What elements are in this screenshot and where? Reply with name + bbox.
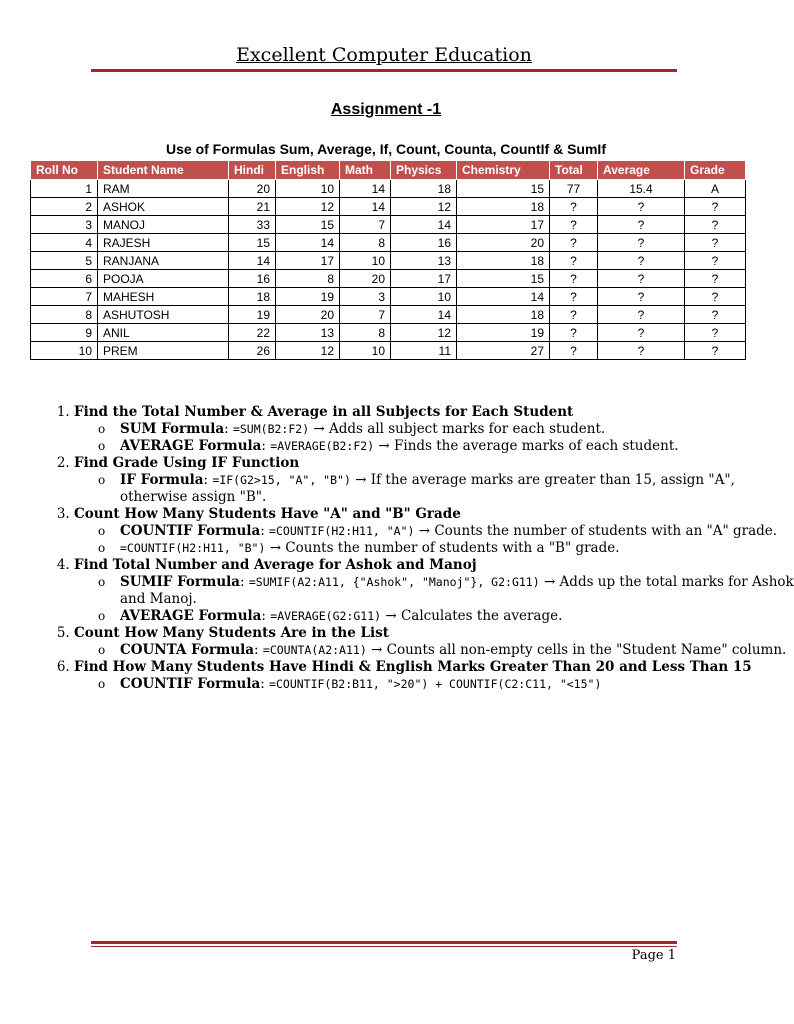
formula-separator: : (254, 642, 263, 658)
table-cell: 20 (340, 270, 391, 288)
table-cell: 22 (229, 324, 276, 342)
table-cell: 20 (229, 180, 276, 198)
table-cell: 1 (31, 180, 98, 198)
table-row (31, 324, 746, 342)
formula-description: → If the average marks are greater than 15, assign "A", otherwise assign "B". (120, 472, 735, 505)
table-cell: 8 (276, 270, 340, 288)
formula-list (74, 574, 794, 625)
table-cell: MAHESH (98, 288, 229, 306)
table-cell: 17 (457, 216, 550, 234)
table-cell: ? (550, 306, 598, 324)
table-cell: 14 (391, 216, 457, 234)
formula-list (74, 676, 794, 693)
table-cell: 20 (457, 234, 550, 252)
table-cell: ? (685, 270, 746, 288)
formula-label: COUNTA Formula (120, 642, 255, 658)
table-cell: 15 (229, 234, 276, 252)
table-cell: 4 (31, 234, 98, 252)
formula-code: =COUNTIF(H2:H11, "B") (120, 541, 266, 555)
formula-code: =COUNTA(A2:A11) (262, 643, 367, 657)
formula-code: =AVERAGE(G2:G11) (270, 609, 382, 623)
formula-label: COUNTIF Formula (120, 523, 261, 539)
table-cell: ASHOK (98, 198, 229, 216)
column-header: Hindi (229, 161, 276, 180)
formula-label: AVERAGE Formula (120, 438, 262, 454)
task-item (74, 455, 794, 506)
column-header: Total (550, 161, 598, 180)
footer-rule (91, 941, 677, 944)
formula-item (88, 574, 794, 608)
table-cell: ? (685, 198, 746, 216)
formula-list (74, 523, 794, 557)
formula-label: SUMIF Formula (120, 574, 241, 590)
table-cell: ? (598, 252, 685, 270)
table-cell: 12 (276, 198, 340, 216)
formula-separator: : (261, 608, 271, 624)
task-title: Find the Total Number & Average in all Subjects for Each Student (74, 404, 574, 420)
column-header: Physics (391, 161, 457, 180)
table-cell: ? (598, 342, 685, 360)
table-caption: Use of Formulas Sum, Average, If, Count, Counta, CountIf & SumIf (166, 141, 606, 157)
formula-separator: : (203, 472, 213, 488)
table-cell: 19 (229, 306, 276, 324)
formula-code: =COUNTIF(H2:H11, "A") (269, 524, 415, 538)
formula-separator: : (261, 438, 271, 454)
task-item (74, 659, 794, 693)
formula-separator: : (224, 421, 233, 437)
page-number: Page 1 (631, 948, 676, 963)
formula-item (88, 438, 794, 455)
task-title: Count How Many Students Are in the List (74, 625, 389, 641)
formula-description: → Counts the number of students with a "B" grade. (265, 540, 620, 556)
table-cell: 14 (340, 198, 391, 216)
formula-description: → Adds up the total marks for Ashok and Manoj. (120, 574, 794, 607)
table-cell: ? (598, 324, 685, 342)
table-cell: ? (598, 234, 685, 252)
table-cell: ? (550, 216, 598, 234)
table-cell: 19 (276, 288, 340, 306)
formula-code: =SUMIF(A2:A11, {"Ashok", "Manoj"}, G2:G11) (248, 575, 540, 589)
table-cell: ? (550, 252, 598, 270)
table-cell: 18 (457, 252, 550, 270)
table-cell: 5 (31, 252, 98, 270)
table-cell: 9 (31, 324, 98, 342)
table-row (31, 342, 746, 360)
table-cell: 8 (340, 324, 391, 342)
formula-label: SUM Formula (120, 421, 225, 437)
table-cell: ASHUTOSH (98, 306, 229, 324)
table-cell: POOJA (98, 270, 229, 288)
document-header-title: Excellent Computer Education (236, 44, 532, 66)
table-cell: 15 (276, 216, 340, 234)
table-cell: ? (598, 216, 685, 234)
formula-item (88, 676, 794, 693)
table-header-row (31, 161, 746, 180)
table-cell: 10 (391, 288, 457, 306)
table-cell: ? (598, 288, 685, 306)
table-cell: 26 (229, 342, 276, 360)
table-cell: 3 (340, 288, 391, 306)
formula-code: =IF(G2>15, "A", "B") (212, 473, 351, 487)
table-cell: RAJESH (98, 234, 229, 252)
footer-rule-thin (91, 946, 677, 947)
task-title: Find Total Number and Average for Ashok and Manoj (74, 557, 477, 573)
column-header: Roll No (31, 161, 98, 180)
formula-code: =AVERAGE(B2:F2) (270, 439, 375, 453)
formula-item (88, 523, 794, 540)
task-title: Find Grade Using IF Function (74, 455, 300, 471)
formula-item (88, 472, 794, 506)
formula-separator: : (260, 676, 270, 692)
formula-description: → Counts all non-empty cells in the "Student Name" column. (366, 642, 787, 658)
table-row (31, 234, 746, 252)
table-cell: 18 (457, 198, 550, 216)
formula-code: =SUM(B2:F2) (232, 422, 310, 436)
table-cell: 17 (276, 252, 340, 270)
formula-label: AVERAGE Formula (120, 608, 262, 624)
table-cell: 14 (457, 288, 550, 306)
table-cell: 8 (340, 234, 391, 252)
table-cell: ? (550, 324, 598, 342)
column-header: Chemistry (457, 161, 550, 180)
task-list (42, 404, 794, 693)
table-cell: ? (685, 306, 746, 324)
formula-description: → Calculates the average. (381, 608, 563, 624)
table-cell: 16 (391, 234, 457, 252)
column-header: Math (340, 161, 391, 180)
formula-description: → Counts the number of students with an "A" grade. (414, 523, 778, 539)
table-cell: 10 (340, 252, 391, 270)
table-cell: 10 (340, 342, 391, 360)
table-row (31, 198, 746, 216)
formula-code: =COUNTIF(B2:B11, ">20") + COUNTIF(C2:C11, "<15") (269, 677, 602, 691)
table-cell: ? (685, 342, 746, 360)
table-cell: 8 (31, 306, 98, 324)
table-cell: 20 (276, 306, 340, 324)
column-header: Student Name (98, 161, 229, 180)
table-cell: 77 (550, 180, 598, 198)
table-cell: ? (550, 288, 598, 306)
table-cell: ? (550, 198, 598, 216)
table-cell: ? (685, 234, 746, 252)
table-cell: 6 (31, 270, 98, 288)
table-cell: 12 (391, 324, 457, 342)
formula-description: → Finds the average marks of each student. (374, 438, 679, 454)
table-cell: ? (550, 270, 598, 288)
table-cell: 33 (229, 216, 276, 234)
table-cell: ? (685, 252, 746, 270)
table-row (31, 216, 746, 234)
marks-table (30, 160, 746, 360)
table-row (31, 306, 746, 324)
table-cell: ? (685, 216, 746, 234)
table-cell: 13 (276, 324, 340, 342)
header-rule (91, 69, 677, 72)
column-header: Average (598, 161, 685, 180)
table-cell: RANJANA (98, 252, 229, 270)
table-cell: 7 (340, 306, 391, 324)
table-cell: ? (685, 288, 746, 306)
table-cell: 3 (31, 216, 98, 234)
formula-item (88, 608, 794, 625)
table-cell: 15.4 (598, 180, 685, 198)
table-cell: 27 (457, 342, 550, 360)
column-header: English (276, 161, 340, 180)
table-cell: 13 (391, 252, 457, 270)
table-cell: 14 (276, 234, 340, 252)
task-title: Find How Many Students Have Hindi & English Marks Greater Than 20 and Less Than 15 (74, 659, 752, 675)
table-cell: ? (598, 306, 685, 324)
table-cell: ? (598, 270, 685, 288)
table-cell: 11 (391, 342, 457, 360)
column-header: Grade (685, 161, 746, 180)
table-cell: 14 (391, 306, 457, 324)
formula-separator: : (240, 574, 249, 590)
formula-item (88, 642, 794, 659)
formula-description: → Adds all subject marks for each student. (309, 421, 606, 437)
task-title: Count How Many Students Have "A" and "B" Grade (74, 506, 461, 522)
task-item (74, 625, 794, 659)
task-item (74, 557, 794, 625)
formula-item (88, 540, 794, 557)
table-cell: ANIL (98, 324, 229, 342)
table-cell: 12 (391, 198, 457, 216)
table-cell: RAM (98, 180, 229, 198)
table-cell: 19 (457, 324, 550, 342)
table-cell: ? (550, 342, 598, 360)
table-cell: A (685, 180, 746, 198)
table-cell: 7 (340, 216, 391, 234)
table-cell: 12 (276, 342, 340, 360)
table-cell: 18 (229, 288, 276, 306)
table-cell: 14 (340, 180, 391, 198)
table-cell: ? (685, 324, 746, 342)
formula-list (74, 472, 794, 506)
table-cell: 14 (229, 252, 276, 270)
table-cell: 2 (31, 198, 98, 216)
task-item (74, 404, 794, 455)
table-cell: 15 (457, 180, 550, 198)
table-cell: 7 (31, 288, 98, 306)
table-row (31, 252, 746, 270)
table-cell: 18 (457, 306, 550, 324)
table-cell: 10 (31, 342, 98, 360)
table-body (31, 180, 746, 360)
table-cell: PREM (98, 342, 229, 360)
table-cell: ? (550, 234, 598, 252)
table-row (31, 180, 746, 198)
table-cell: 15 (457, 270, 550, 288)
formula-label: COUNTIF Formula (120, 676, 261, 692)
formula-list (74, 642, 794, 659)
table-cell: 21 (229, 198, 276, 216)
table-cell: 16 (229, 270, 276, 288)
table-cell: 10 (276, 180, 340, 198)
formula-separator: : (260, 523, 270, 539)
formula-item (88, 421, 794, 438)
table-cell: ? (598, 198, 685, 216)
table-cell: MANOJ (98, 216, 229, 234)
formula-list (74, 421, 794, 455)
assignment-title: Assignment -1 (330, 101, 442, 118)
table-cell: 17 (391, 270, 457, 288)
table-cell: 18 (391, 180, 457, 198)
formula-label: IF Formula (120, 472, 204, 488)
table-row (31, 270, 746, 288)
task-item (74, 506, 794, 557)
table-row (31, 288, 746, 306)
